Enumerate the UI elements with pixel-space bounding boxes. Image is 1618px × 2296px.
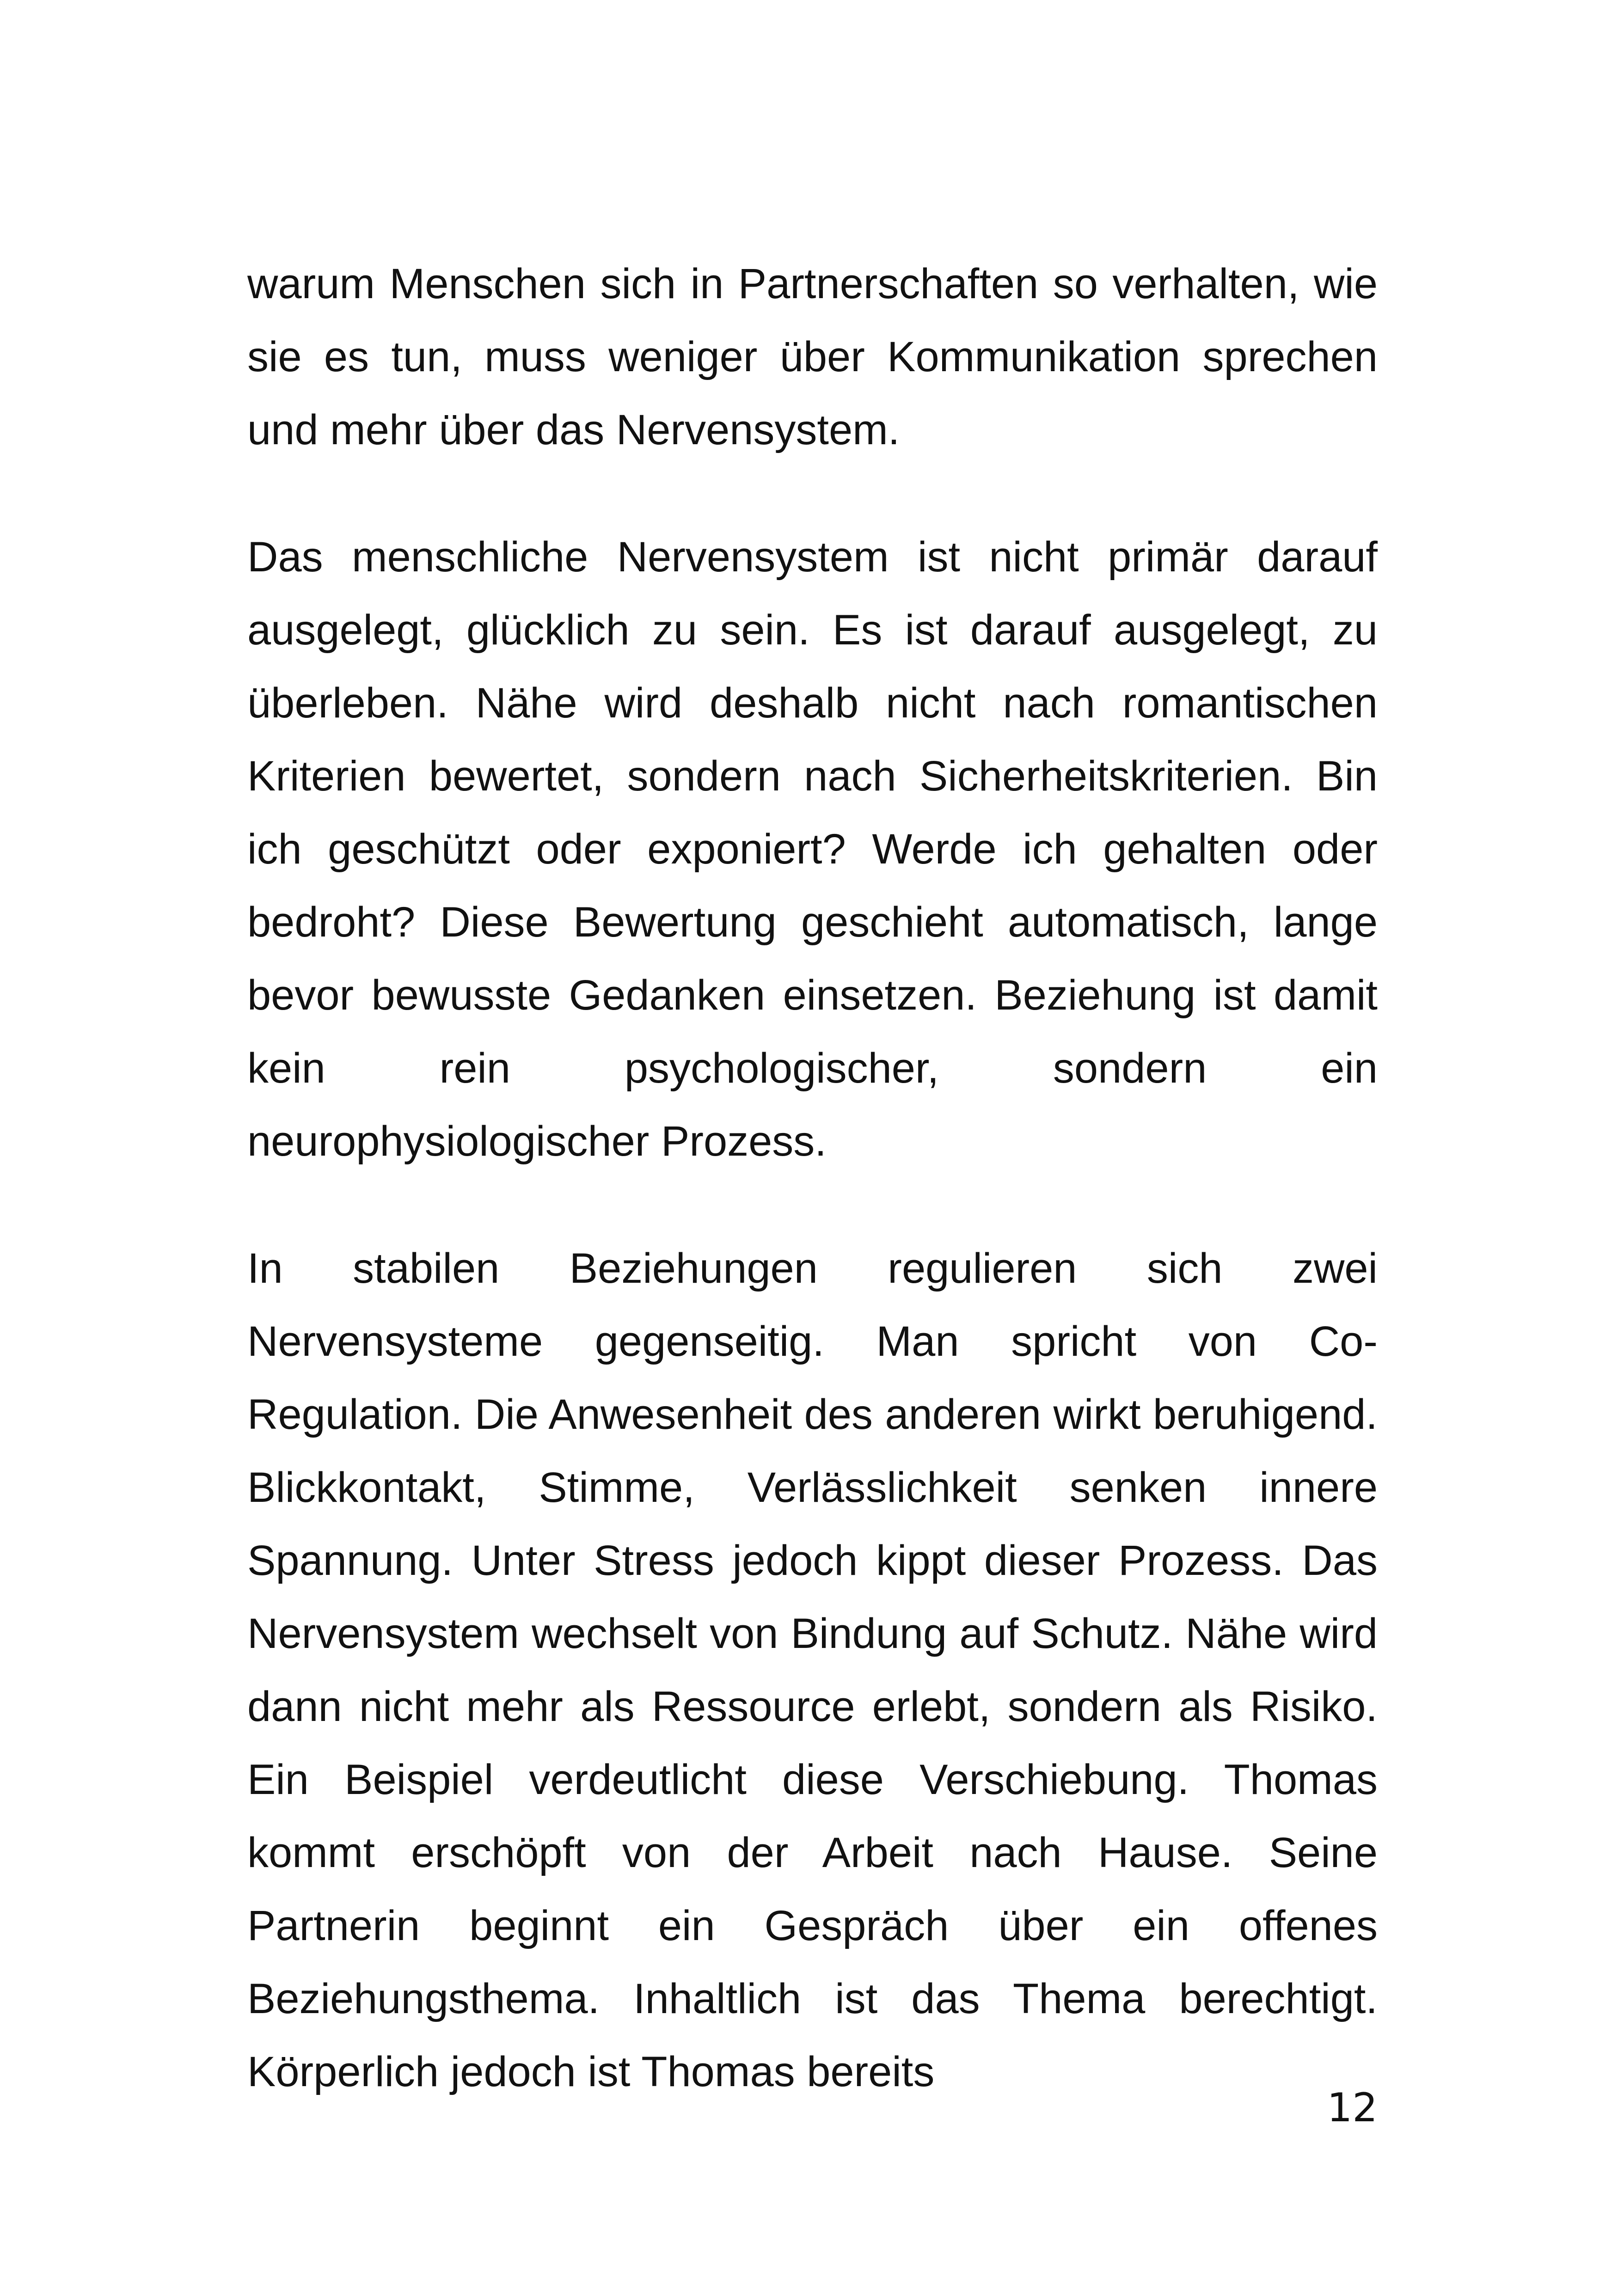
- body-text: [247, 247, 1378, 2162]
- paragraph-3: In stabilen Beziehungen regulieren sich zwei Nervensysteme gegenseitig. Man spricht von Co-Regulation. Die Anwesenheit des anderen wirkt beruhigend. Blickkontakt, Stimme, Verlässlichkeit senken innere Spannung. Unter Stress jedoch kippt dieser Prozess. Das Nervensystem wechselt von Bindung auf Schutz. Nähe wird dann nicht mehr als Ressource erlebt, sondern als Risiko. Ein Beispiel verdeutlicht diese Verschiebung. Thomas kommt erschöpft von der Arbeit nach Hause. Seine Partnerin beginnt ein Gespräch über ein offenes Beziehungsthema. Inhaltlich ist das Thema berechtigt. Körperlich jedoch ist Thomas bereits: [247, 1245, 1378, 2095]
- paragraph-2: Das menschliche Nervensystem ist nicht primär darauf ausgelegt, glücklich zu sein. Es ist darauf ausgelegt, zu überleben. Nähe wird deshalb nicht nach romantischen Kriterien bewertet, sondern nach Sicherheitskriterien. Bin ich geschützt oder exponiert? Werde ich gehalten oder bedroht? Diese Bewertung geschieht automatisch, lange bevor bewusste Gedanken einsetzen. Beziehung ist damit kein rein psychologischer, sondern ein neurophysiologischer Prozess.: [247, 533, 1378, 1165]
- paragraph-1: warum Menschen sich in Partnerschaften so verhalten, wie sie es tun, muss weniger über Kommunikation sprechen und mehr über das Nervensystem.: [247, 260, 1378, 453]
- page-number: 12: [1327, 2085, 1378, 2131]
